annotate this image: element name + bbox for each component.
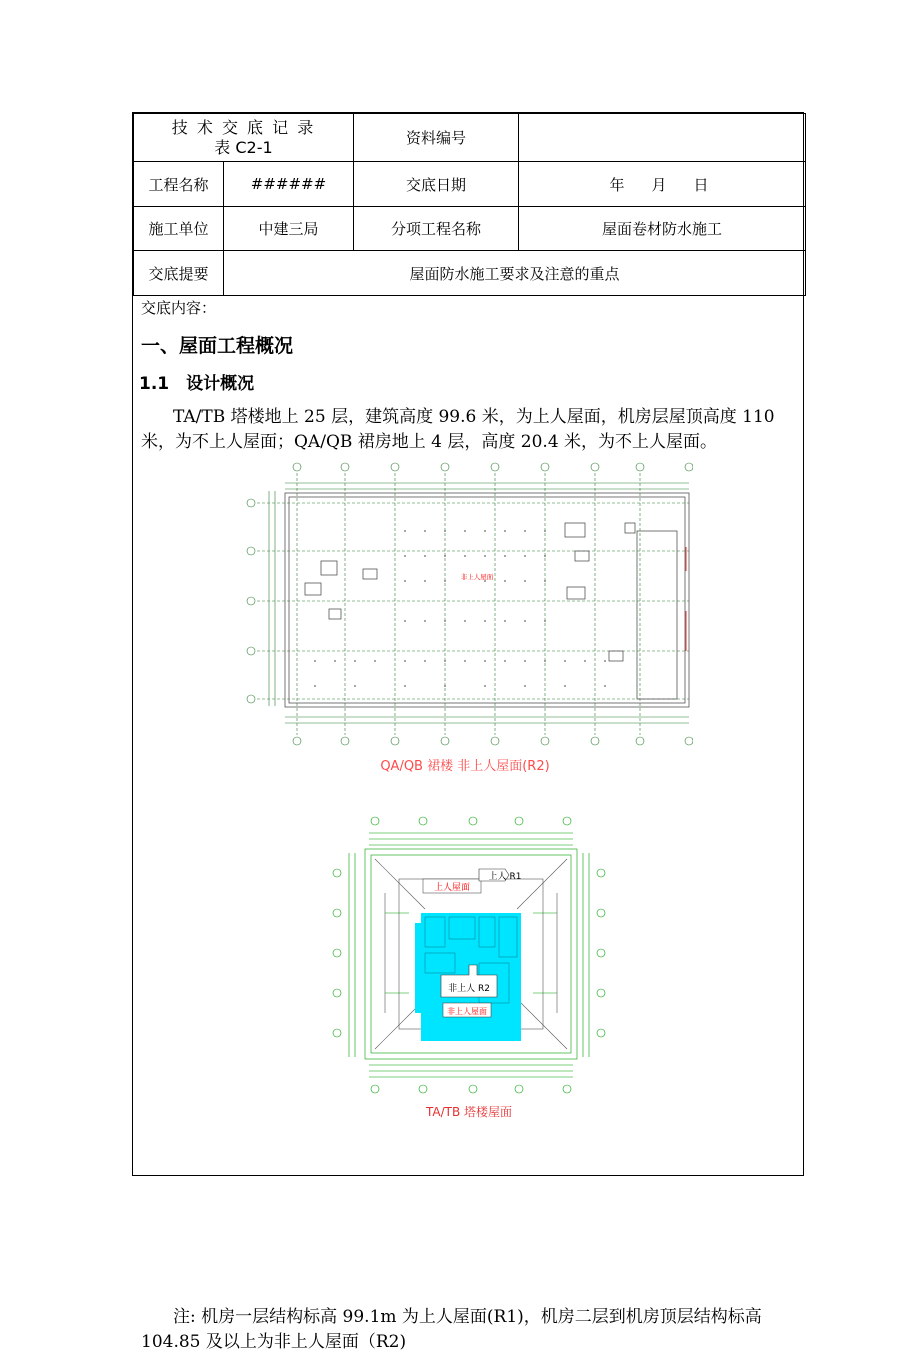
tower-r2-label: 非上人 R2 (448, 984, 490, 994)
design-overview-paragraph: TA/TB 塔楼地上 25 层，建筑高度 99.6 米，为上人屋面，机房层屋顶高度 110 米，为不上人屋面；QA/QB 裙房地上 4 层，高度 20.4 米，为不上人屋面。 (141, 407, 775, 452)
content-area (133, 295, 803, 1352)
grid-bubbles-left (247, 499, 255, 703)
summary-value: 屋面防水施工要求及注意的重点 (224, 251, 806, 296)
doc-no-value (519, 114, 806, 162)
tower-figure-caption: TA/TB 塔楼屋面 (425, 1105, 513, 1119)
tower-r1-label: 上人 R1 (488, 872, 522, 882)
form-title-cell (134, 114, 354, 162)
project-name-value: ###### (224, 162, 354, 207)
summary-label: 交底提要 (134, 251, 224, 296)
construction-unit-value: 中建三局 (224, 207, 354, 251)
grid-bubbles-bottom (293, 737, 693, 745)
disclosure-date-value: 年 月 日 (519, 162, 806, 207)
tower-upper-roof-label: 上人屋面 (433, 883, 471, 893)
tower-non-access-label: 非上人屋面 (447, 1007, 487, 1016)
podium-figure-caption: QA/QB 裙楼 非上人屋面(R2) (380, 759, 550, 774)
grid-bubbles-top (293, 463, 693, 471)
subsection-heading: 1.1 设计概况 (139, 374, 255, 394)
podium-outline (285, 493, 689, 707)
form-code: 表 C2-1 (214, 137, 273, 157)
podium-roof-label: 非上人屋面 (460, 573, 494, 581)
section-heading: 一、屋面工程概况 (141, 335, 294, 357)
content-label: 交底内容： (141, 299, 217, 317)
header-table (133, 113, 806, 296)
form-title: 技 术 交 底 记 录 (171, 117, 316, 137)
podium-drain-dots (314, 530, 606, 687)
podium-roof-plan-drawing (245, 461, 693, 747)
subproject-name-value: 屋面卷材防水施工 (519, 207, 806, 251)
disclosure-date-label: 交底日期 (354, 162, 519, 207)
construction-unit-label: 施工单位 (134, 207, 224, 251)
doc-no-label: 资料编号 (354, 114, 519, 162)
roof-note-paragraph: 注: 机房一层结构标高 99.1m 为上人屋面(R1)，机房二层到机房顶层结构标高 104.85 及以上为非上人屋面（R2) (141, 1307, 762, 1352)
tower-roof-plan-drawing (329, 813, 609, 1097)
technical-disclosure-form (132, 112, 804, 1352)
subproject-name-label: 分项工程名称 (354, 207, 519, 251)
project-name-label: 工程名称 (134, 162, 224, 207)
